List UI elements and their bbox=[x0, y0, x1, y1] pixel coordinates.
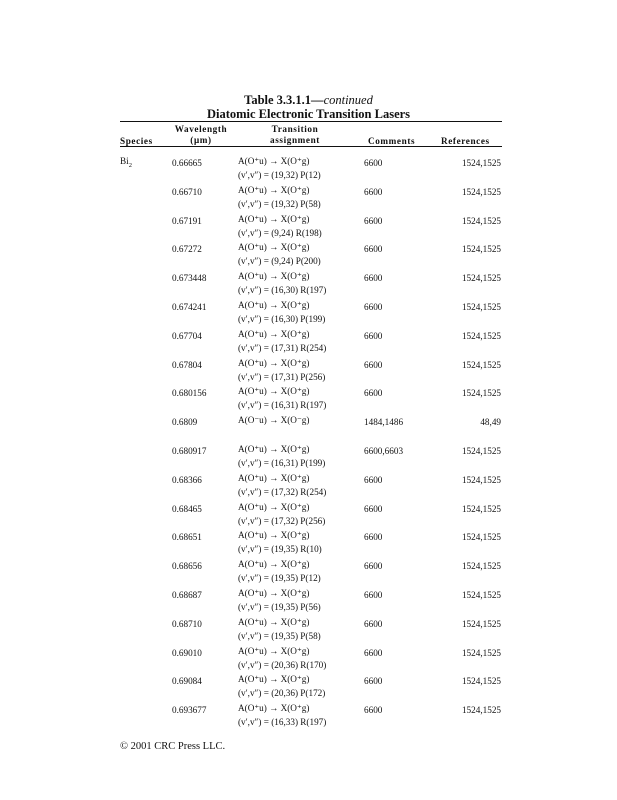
vibrational-assignment-cell: (v′,v″) = (9,24) P(200) bbox=[238, 256, 321, 266]
wavelength-cell: 0.680917 bbox=[172, 446, 207, 456]
comments-cell: 6600 bbox=[364, 676, 383, 686]
references-cell: 1524,1525 bbox=[461, 590, 501, 600]
references-cell: 1524,1525 bbox=[461, 705, 501, 715]
references-cell: 48,49 bbox=[480, 417, 501, 427]
comments-cell: 6600 bbox=[364, 475, 383, 485]
references-cell: 1524,1525 bbox=[461, 504, 501, 514]
comments-cell: 6600 bbox=[364, 360, 383, 370]
references-cell: 1524,1525 bbox=[461, 446, 501, 456]
references-cell: 1524,1525 bbox=[461, 302, 501, 312]
wavelength-cell: 0.67704 bbox=[172, 331, 202, 341]
wavelength-cell: 0.68465 bbox=[172, 504, 202, 514]
table-subtitle: Diatomic Electronic Transition Lasers bbox=[206, 107, 411, 121]
vibrational-assignment-cell: (v′,v″) = (16,30) R(197) bbox=[238, 285, 327, 295]
vibrational-assignment-cell: (v′,v″) = (17,32) R(254) bbox=[238, 487, 327, 497]
comments-cell: 6600 bbox=[364, 705, 383, 715]
wavelength-cell: 0.66710 bbox=[172, 187, 202, 197]
comments-cell: 6600 bbox=[364, 532, 383, 542]
transition-cell: A(O⁺u) → X(O⁺g) bbox=[238, 703, 310, 713]
header-bottom-rule bbox=[120, 146, 502, 147]
transition-cell: A(O⁺u) → X(O⁺g) bbox=[238, 214, 310, 224]
wavelength-cell: 0.693677 bbox=[172, 705, 207, 715]
references-cell: 1524,1525 bbox=[461, 532, 501, 542]
comments-cell: 6600,6603 bbox=[364, 446, 404, 456]
wavelength-cell: 0.69084 bbox=[172, 676, 202, 686]
comments-cell: 6600 bbox=[364, 648, 383, 658]
references-cell: 1524,1525 bbox=[461, 331, 501, 341]
vibrational-assignment-cell: (v′,v″) = (16,33) R(197) bbox=[238, 717, 327, 727]
header-wavelength: Wavelength (μm) bbox=[174, 124, 228, 145]
references-cell: 1524,1525 bbox=[461, 187, 501, 197]
references-cell: 1524,1525 bbox=[461, 648, 501, 658]
transition-cell: A(O⁺u) → X(O⁺g) bbox=[238, 530, 310, 540]
transition-cell: A(O⁺u) → X(O⁺g) bbox=[238, 386, 310, 396]
vibrational-assignment-cell: (v′,v″) = (19,32) P(58) bbox=[238, 199, 321, 209]
vibrational-assignment-cell: (v′,v″) = (16,30) P(199) bbox=[238, 314, 326, 324]
vibrational-assignment-cell: (v′,v″) = (20,36) R(170) bbox=[238, 660, 327, 670]
wavelength-cell: 0.68651 bbox=[172, 532, 202, 542]
transition-cell: A(O⁺u) → X(O⁺g) bbox=[238, 473, 310, 483]
references-cell: 1524,1525 bbox=[461, 273, 501, 283]
references-cell: 1524,1525 bbox=[461, 158, 501, 168]
comments-cell: 6600 bbox=[364, 187, 383, 197]
wavelength-cell: 0.68656 bbox=[172, 561, 202, 571]
transition-cell: A(O⁺u) → X(O⁺g) bbox=[238, 444, 310, 454]
vibrational-assignment-cell: (v′,v″) = (19,35) P(56) bbox=[238, 602, 321, 612]
vibrational-assignment-cell: (v′,v″) = (17,31) R(254) bbox=[238, 343, 327, 353]
references-cell: 1524,1525 bbox=[461, 475, 501, 485]
vibrational-assignment-cell: (v′,v″) = (17,32) P(256) bbox=[238, 516, 326, 526]
comments-cell: 6600 bbox=[364, 619, 383, 629]
transition-cell: A(O⁺u) → X(O⁺g) bbox=[238, 358, 310, 368]
wavelength-cell: 0.68366 bbox=[172, 475, 202, 485]
references-cell: 1524,1525 bbox=[461, 676, 501, 686]
wavelength-cell: 0.68710 bbox=[172, 619, 202, 629]
header-top-rule bbox=[120, 121, 502, 122]
copyright-footer: © 2001 CRC Press LLC. bbox=[120, 741, 226, 752]
comments-cell: 6600 bbox=[364, 302, 383, 312]
wavelength-cell: 0.66665 bbox=[172, 158, 202, 168]
references-cell: 1524,1525 bbox=[461, 244, 501, 254]
table-title-continued: continued bbox=[323, 93, 373, 107]
wavelength-cell: 0.69010 bbox=[172, 648, 202, 658]
wavelength-cell: 0.6809 bbox=[172, 417, 198, 427]
references-cell: 1524,1525 bbox=[461, 216, 501, 226]
vibrational-assignment-cell: (v′,v″) = (19,32) P(12) bbox=[238, 170, 321, 180]
comments-cell: 6600 bbox=[364, 504, 383, 514]
transition-cell: A(O⁺u) → X(O⁺g) bbox=[238, 271, 310, 281]
references-cell: 1524,1525 bbox=[461, 561, 501, 571]
transition-cell: A(O⁺u) → X(O⁺g) bbox=[238, 185, 310, 195]
table-title: Table 3.3.1.1—continued bbox=[244, 93, 373, 107]
vibrational-assignment-cell: (v′,v″) = (16,31) P(199) bbox=[238, 458, 326, 468]
comments-cell: 6600 bbox=[364, 388, 383, 398]
wavelength-cell: 0.67272 bbox=[172, 244, 202, 254]
vibrational-assignment-cell: (v′,v″) = (20,36) P(172) bbox=[238, 688, 326, 698]
comments-cell: 6600 bbox=[364, 216, 383, 226]
vibrational-assignment-cell: (v′,v″) = (19,35) P(58) bbox=[238, 631, 321, 641]
transition-cell: A(O⁺u) → X(O⁺g) bbox=[238, 646, 310, 656]
wavelength-cell: 0.67804 bbox=[172, 360, 202, 370]
header-comments: Comments bbox=[368, 136, 416, 146]
vibrational-assignment-cell: (v′,v″) = (9,24) R(198) bbox=[238, 228, 322, 238]
comments-cell: 6600 bbox=[364, 244, 383, 254]
wavelength-cell: 0.673448 bbox=[172, 273, 207, 283]
comments-cell: 6600 bbox=[364, 158, 383, 168]
header-species: Species bbox=[120, 136, 153, 146]
vibrational-assignment-cell: (v′,v″) = (19,35) P(12) bbox=[238, 573, 321, 583]
vibrational-assignment-cell: (v′,v″) = (16,31) R(197) bbox=[238, 400, 327, 410]
wavelength-cell: 0.674241 bbox=[172, 302, 207, 312]
references-cell: 1524,1525 bbox=[461, 360, 501, 370]
transition-cell: A(O⁺u) → X(O⁺g) bbox=[238, 559, 310, 569]
transition-cell: A(O⁺u) → X(O⁺g) bbox=[238, 242, 310, 252]
comments-cell: 6600 bbox=[364, 561, 383, 571]
transition-cell: A(O⁺u) → X(O⁺g) bbox=[238, 674, 310, 684]
vibrational-assignment-cell: (v′,v″) = (19,35) R(10) bbox=[238, 544, 322, 554]
transition-cell: A(O⁺u) → X(O⁺g) bbox=[238, 617, 310, 627]
wavelength-cell: 0.680156 bbox=[172, 388, 207, 398]
comments-cell: 1484,1486 bbox=[364, 417, 404, 427]
species-cell: $Bi_2$ bbox=[120, 156, 132, 169]
transition-cell: A(O⁺u) → X(O⁺g) bbox=[238, 300, 310, 310]
comments-cell: 6600 bbox=[364, 331, 383, 341]
wavelength-cell: 0.68687 bbox=[172, 590, 202, 600]
vibrational-assignment-cell: (v′,v″) = (17,31) P(256) bbox=[238, 372, 326, 382]
references-cell: 1524,1525 bbox=[461, 619, 501, 629]
transition-cell: A(O⁺u) → X(O⁺g) bbox=[238, 156, 310, 166]
comments-cell: 6600 bbox=[364, 590, 383, 600]
transition-cell: A(O⁺u) → X(O⁺g) bbox=[238, 588, 310, 598]
wavelength-cell: 0.67191 bbox=[172, 216, 202, 226]
header-transition: Transition assignment bbox=[270, 124, 320, 145]
transition-cell: A(O⁺u) → X(O⁺g) bbox=[238, 329, 310, 339]
header-references: References bbox=[441, 136, 490, 146]
references-cell: 1524,1525 bbox=[461, 388, 501, 398]
comments-cell: 6600 bbox=[364, 273, 383, 283]
transition-cell: A(O⁻u) → X(O⁻g) bbox=[238, 415, 310, 425]
transition-cell: A(O⁺u) → X(O⁺g) bbox=[238, 502, 310, 512]
